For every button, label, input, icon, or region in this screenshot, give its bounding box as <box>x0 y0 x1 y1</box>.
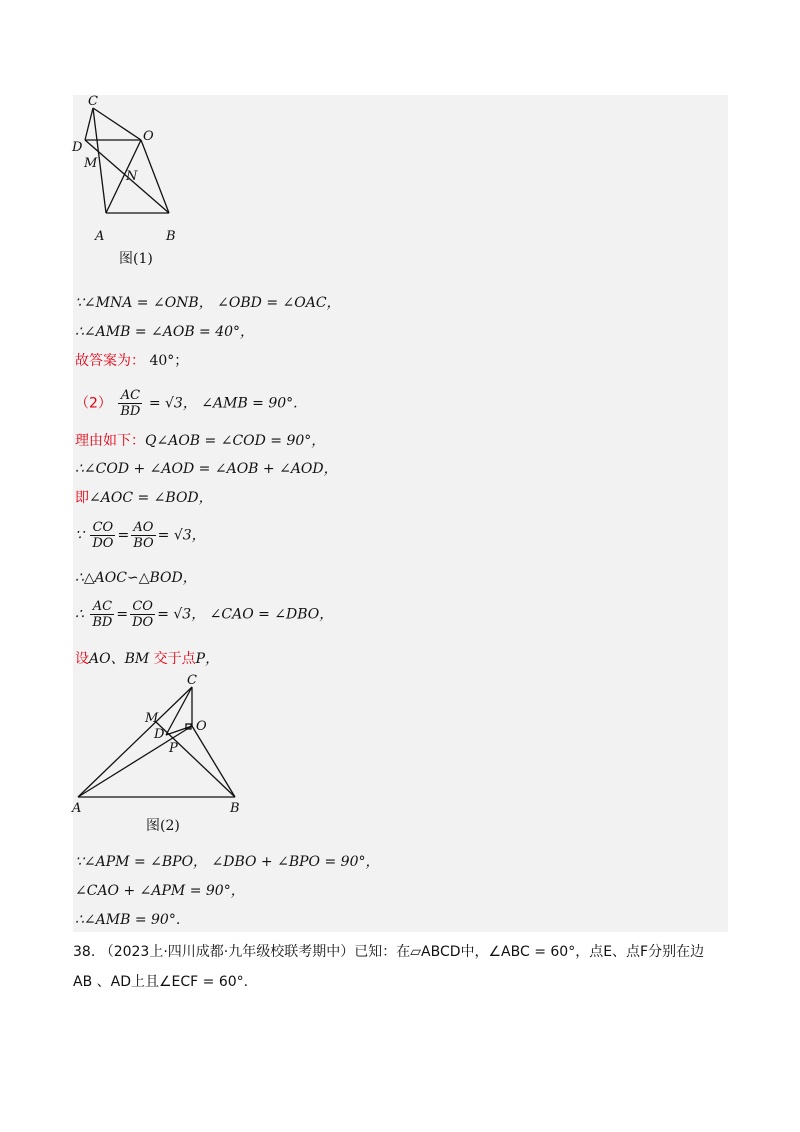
line-4 <box>75 388 298 419</box>
figure-1 <box>70 92 190 247</box>
fig2-label-c: C <box>187 673 197 688</box>
fig2-label-o: O <box>196 719 207 734</box>
answer-value: 40°； <box>149 353 189 369</box>
line-6: ∴∠COD + ∠AOD = ∠AOB + ∠AOD， <box>75 461 338 477</box>
line-14: ∴∠AMB = 90°. <box>75 912 181 928</box>
because-symbol: ∵ <box>75 527 84 544</box>
fig1-label-b: B <box>166 229 176 244</box>
fig1-label-d: D <box>72 140 83 155</box>
fig1-label-o: O <box>143 129 154 144</box>
line-5-rest: Q∠AOB = ∠COD = 90°， <box>145 433 326 449</box>
line-11 <box>75 650 219 668</box>
part-2-label: （2） <box>75 395 112 412</box>
line-5 <box>75 432 325 450</box>
figure-1-caption: 图(1) <box>119 251 153 267</box>
line-7 <box>75 489 213 507</box>
fig2-label-b: B <box>230 801 240 816</box>
reason-label: 理由如下： <box>75 433 145 449</box>
fig1-label-n: N <box>126 169 138 184</box>
figure-2-caption: 图(2) <box>146 818 180 834</box>
fraction-ac-bd-2: $\frac{AC}{BD}$ <box>92 599 113 630</box>
figure-2 <box>70 672 250 817</box>
question-38-line-2: AB 、AD上且∠ECF = 60°. <box>73 974 249 990</box>
line-3 <box>75 352 188 370</box>
fraction-ac-bd: $\frac{AC}{BD}$ <box>120 388 141 419</box>
fig2-label-a: A <box>72 801 82 816</box>
fraction-ao-bo: $\frac{AO}{BO}$ <box>133 520 154 551</box>
fraction-co-do: $\frac{CO}{DO}$ <box>92 520 114 551</box>
she-label: 设 <box>75 651 89 667</box>
fig2-label-d: D <box>154 727 165 742</box>
line-12: ∵∠APM = ∠BPO， ∠DBO + ∠BPO = 90°， <box>75 854 380 870</box>
line-7-rest: ∠AOC = ∠BOD， <box>89 490 213 506</box>
fig2-label-p: P <box>169 741 178 756</box>
ji-label: 即 <box>75 490 89 506</box>
fraction-co-do-2: $\frac{CO}{DO}$ <box>132 599 154 630</box>
line-9: ∴△AOC∽△BOD， <box>75 570 197 586</box>
fig1-label-m: M <box>84 156 98 171</box>
fig1-label-a: A <box>95 229 105 244</box>
line-1: ∵∠MNA = ∠ONB， ∠OBD = ∠OAC， <box>75 295 341 311</box>
point-p: P， <box>195 651 220 667</box>
fig2-label-m: M <box>145 711 159 726</box>
fig1-label-c: C <box>88 94 98 109</box>
answer-label: 故答案为： <box>75 353 145 369</box>
intersect-label: 交于点 <box>153 651 196 667</box>
line-10-rest: = √3， ∠CAO = ∠DBO， <box>157 606 334 623</box>
question-38-line-1: 38. （2023上·四川成都·九年级校联考期中）已知：在▱ABCD中，∠ABC = 60°，点E、点F分别在边 <box>73 944 705 960</box>
line-4-rest: = √3， ∠AMB = 90°. <box>148 395 298 412</box>
line-8: ∵ $\frac{CO}{DO}$ = $\frac{AO}{BO}$ = √3， <box>75 520 206 551</box>
line-11-math: AO、BM <box>89 651 150 667</box>
line-10: ∴ $\frac{AC}{BD}$ = $\frac{CO}{DO}$ = √3， ∠CAO = ∠DBO， <box>75 599 334 630</box>
line-2: ∴∠AMB = ∠AOB = 40°， <box>75 324 255 340</box>
line-8-rest: = √3， <box>157 527 206 544</box>
therefore-symbol: ∴ <box>75 606 84 623</box>
line-13: ∠CAO + ∠APM = 90°， <box>75 883 245 899</box>
